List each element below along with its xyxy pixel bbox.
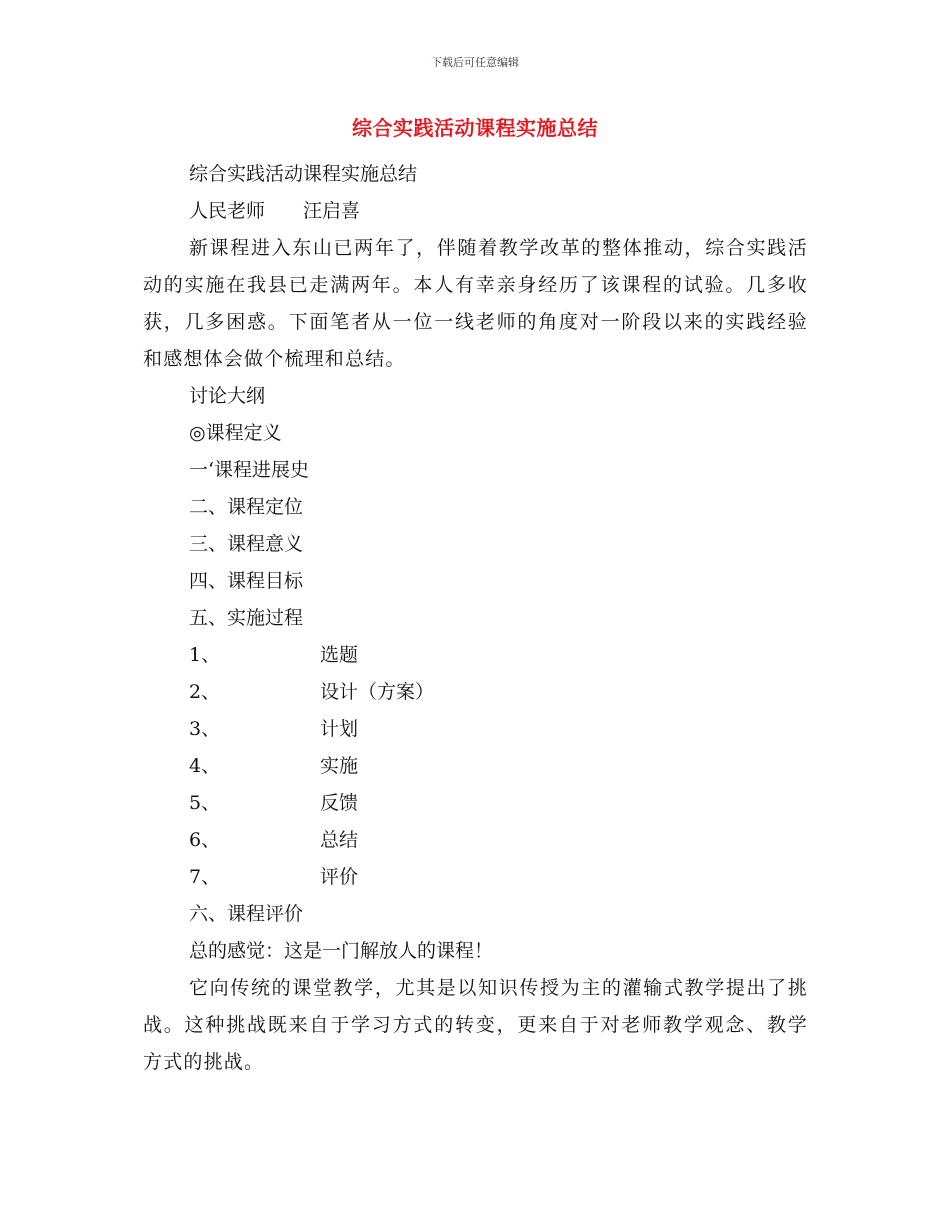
intro-paragraph: 新课程进入东山已两年了，伴随着教学改革的整体推动，综合实践活动的实施在我县已走满两年。本人有幸亲身经历了该课程的试验。几多收获，几多困惑。下面笔者从一位一线老师的角度对一阶段以来的实践经验和感想体会做个梳理和总结。	[143, 237, 808, 370]
step-label: 选题	[320, 644, 359, 666]
step-number: 7、	[189, 866, 221, 888]
step-label: 总结	[320, 829, 359, 851]
outline-item: 五、实施过程	[189, 607, 304, 629]
step-number: 3、	[189, 718, 221, 740]
step-number: 2、	[189, 681, 221, 703]
outline-item: 三、课程意义	[189, 533, 304, 555]
author-line	[143, 193, 808, 230]
step-label: 评价	[320, 866, 359, 888]
outline-item-last: 六、课程评价	[189, 903, 304, 925]
document-body	[143, 156, 808, 1081]
step-number: 1、	[189, 644, 221, 666]
outline-item: 四、课程目标	[189, 570, 304, 592]
outline-item: 一‘课程进展史	[189, 459, 310, 481]
step-number: 5、	[189, 792, 221, 814]
step-number: 6、	[189, 829, 221, 851]
closing-paragraph: 它向传统的课堂教学，尤其是以知识传授为主的灌输式教学提出了挑战。这种挑战既来自于学习方式的转变，更来自于对老师教学观念、教学方式的挑战。	[143, 977, 808, 1073]
process-step	[143, 711, 808, 748]
author-role: 人民老师	[189, 200, 266, 222]
step-label: 反馈	[320, 792, 359, 814]
process-step	[143, 859, 808, 896]
step-label: 实施	[320, 755, 359, 777]
outline-definition: ◎课程定义	[189, 422, 282, 444]
subtitle: 综合实践活动课程实施总结	[189, 163, 418, 185]
author-name: 汪启喜	[303, 200, 361, 222]
process-step	[143, 637, 808, 674]
header-note: 下载后可任意编辑	[431, 56, 519, 69]
step-label: 设计（方案）	[320, 681, 435, 703]
summary-line: 总的感觉：这是一门解放人的课程！	[189, 940, 494, 962]
process-step	[143, 822, 808, 859]
outline-heading: 讨论大纲	[189, 385, 266, 407]
step-label: 计划	[320, 718, 359, 740]
process-step	[143, 748, 808, 785]
outline-item: 二、课程定位	[189, 496, 304, 518]
process-step	[143, 785, 808, 822]
step-number: 4、	[189, 755, 221, 777]
document-title: 综合实践活动课程实施总结	[352, 116, 598, 140]
process-step	[143, 674, 808, 711]
